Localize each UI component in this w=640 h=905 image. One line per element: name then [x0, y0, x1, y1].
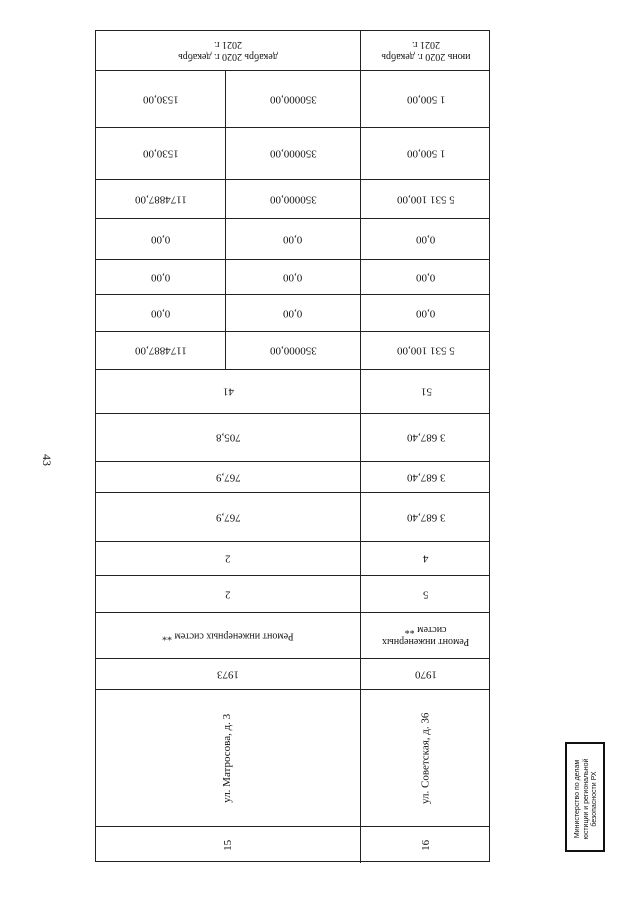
- table-row: [96, 658, 489, 689]
- table-cell: [96, 613, 360, 658]
- cell-text: 350000,00: [269, 147, 317, 160]
- table-row: [96, 331, 489, 369]
- cell-text: 0,00: [283, 233, 303, 246]
- table-cell: [360, 332, 491, 369]
- registration-stamp: [565, 742, 605, 852]
- cell-text: 1970: [415, 668, 437, 681]
- cell-text: декабрь 2020 г. декабрь 2021 г.: [178, 39, 278, 62]
- table-cell: [360, 295, 491, 331]
- table-row: [96, 294, 489, 331]
- cell-text: 0,00: [416, 233, 436, 246]
- table-cell: [360, 827, 491, 863]
- cell-text: ул. Советская, д. 36: [419, 712, 432, 804]
- table-cell: [96, 71, 226, 127]
- cell-text: 767,9: [215, 471, 241, 484]
- table-cell: [96, 31, 360, 70]
- cell-text: 0,00: [150, 233, 171, 246]
- cell-text: 41: [222, 385, 234, 398]
- cell-text: 16: [419, 839, 432, 851]
- table-cell: [360, 219, 491, 259]
- table-row: [96, 826, 489, 863]
- cell-text: 705,8: [215, 431, 241, 444]
- cell-text: 1973: [217, 668, 239, 681]
- cell-text: 350000,00: [269, 344, 317, 357]
- table-cell: [226, 219, 360, 259]
- table-cell: [96, 260, 226, 294]
- cell-text: 3 687,40: [406, 511, 446, 524]
- page-number: 43: [40, 454, 54, 466]
- table-cell: [360, 493, 491, 541]
- table-row: [96, 369, 489, 413]
- cell-text: 0,00: [283, 307, 303, 320]
- table-row: [96, 127, 489, 179]
- table-cell: [360, 31, 491, 70]
- cell-text: ул. Матросова, д. 3: [221, 713, 234, 803]
- table-row: [96, 541, 489, 575]
- table-cell: [226, 260, 360, 294]
- table-cell: [360, 180, 491, 218]
- cell-text: 51: [420, 385, 432, 398]
- cell-text: 0,00: [416, 307, 436, 320]
- cell-text: 3 687,40: [406, 431, 446, 444]
- table-cell: [226, 180, 360, 218]
- table-cell: [360, 690, 491, 826]
- table-cell: [360, 659, 491, 689]
- table-cell: [360, 462, 491, 492]
- table-cell: [96, 659, 360, 689]
- data-table: [95, 30, 490, 862]
- cell-text: 1174887,00: [134, 344, 187, 357]
- cell-text: 4: [423, 552, 429, 565]
- table-cell: [96, 462, 360, 492]
- table-row-period: [96, 31, 489, 70]
- table-cell: [360, 128, 491, 179]
- cell-text: 1530,00: [142, 147, 179, 160]
- table-cell: [96, 576, 360, 612]
- table-cell: [96, 542, 360, 575]
- table-row: [96, 575, 489, 612]
- table-cell: [96, 493, 360, 541]
- cell-text: 15: [221, 839, 234, 851]
- table-cell: [96, 414, 360, 461]
- table-row: [96, 461, 489, 492]
- cell-text: 2: [225, 588, 231, 601]
- table-row: [96, 259, 489, 294]
- cell-text: июнь 2020 г. декабрь 2021 г.: [381, 39, 471, 62]
- stamp-line: юстиции и региональной: [582, 758, 590, 840]
- cell-text: 2: [225, 552, 231, 565]
- table-cell: [360, 576, 491, 612]
- cell-text: 0,00: [416, 271, 436, 284]
- cell-text: 350000,00: [269, 93, 317, 106]
- cell-text: 3 687,40: [406, 471, 446, 484]
- table-cell: [96, 332, 226, 369]
- cell-text: 5 531 100,00: [397, 344, 455, 357]
- table-cell: [96, 219, 226, 259]
- cell-text: 1530,00: [142, 93, 179, 106]
- table-row: [96, 413, 489, 461]
- cell-text: 767,9: [215, 511, 241, 524]
- stamp-line: безопасности РХ: [591, 771, 599, 827]
- table-cell: [360, 542, 491, 575]
- table-row: [96, 689, 489, 826]
- table-row: [96, 218, 489, 259]
- table-row: [96, 70, 489, 127]
- cell-text: 0,00: [150, 271, 171, 284]
- table-row: [96, 179, 489, 218]
- table-cell: [226, 71, 360, 127]
- table-cell: [360, 370, 491, 413]
- table-cell: [360, 260, 491, 294]
- table-cell: [96, 128, 226, 179]
- cell-text: 0,00: [283, 271, 303, 284]
- table-cell: [360, 71, 491, 127]
- cell-text: 5: [423, 588, 429, 601]
- cell-text: 1174887,00: [134, 193, 187, 206]
- cell-text-multiline: [382, 624, 469, 647]
- table-row: [96, 492, 489, 541]
- cell-text-line: систем **: [405, 624, 447, 636]
- cell-text: Ремонт инженерных систем **: [162, 630, 294, 642]
- table-cell: [96, 180, 226, 218]
- cell-text: 350000,00: [269, 193, 317, 206]
- cell-text: 1 500,00: [406, 93, 446, 106]
- table-cell: [226, 128, 360, 179]
- cell-text-line: Ремонт инженерных: [382, 636, 470, 647]
- stamp-text: [567, 744, 605, 852]
- table-cell: [360, 613, 491, 658]
- table-row: [96, 612, 489, 658]
- cell-text: 1 500,00: [406, 147, 446, 160]
- table-cell: [226, 332, 360, 369]
- cell-text: 0,00: [150, 307, 171, 320]
- table-cell: [96, 827, 360, 863]
- stamp-line: Министерство по делам: [573, 759, 581, 839]
- table-cell: [96, 370, 360, 413]
- table-cell: [96, 690, 360, 826]
- table-cell: [96, 295, 226, 331]
- table-cell: [360, 414, 491, 461]
- cell-text: 5 531 100,00: [397, 193, 455, 206]
- table-cell: [226, 295, 360, 331]
